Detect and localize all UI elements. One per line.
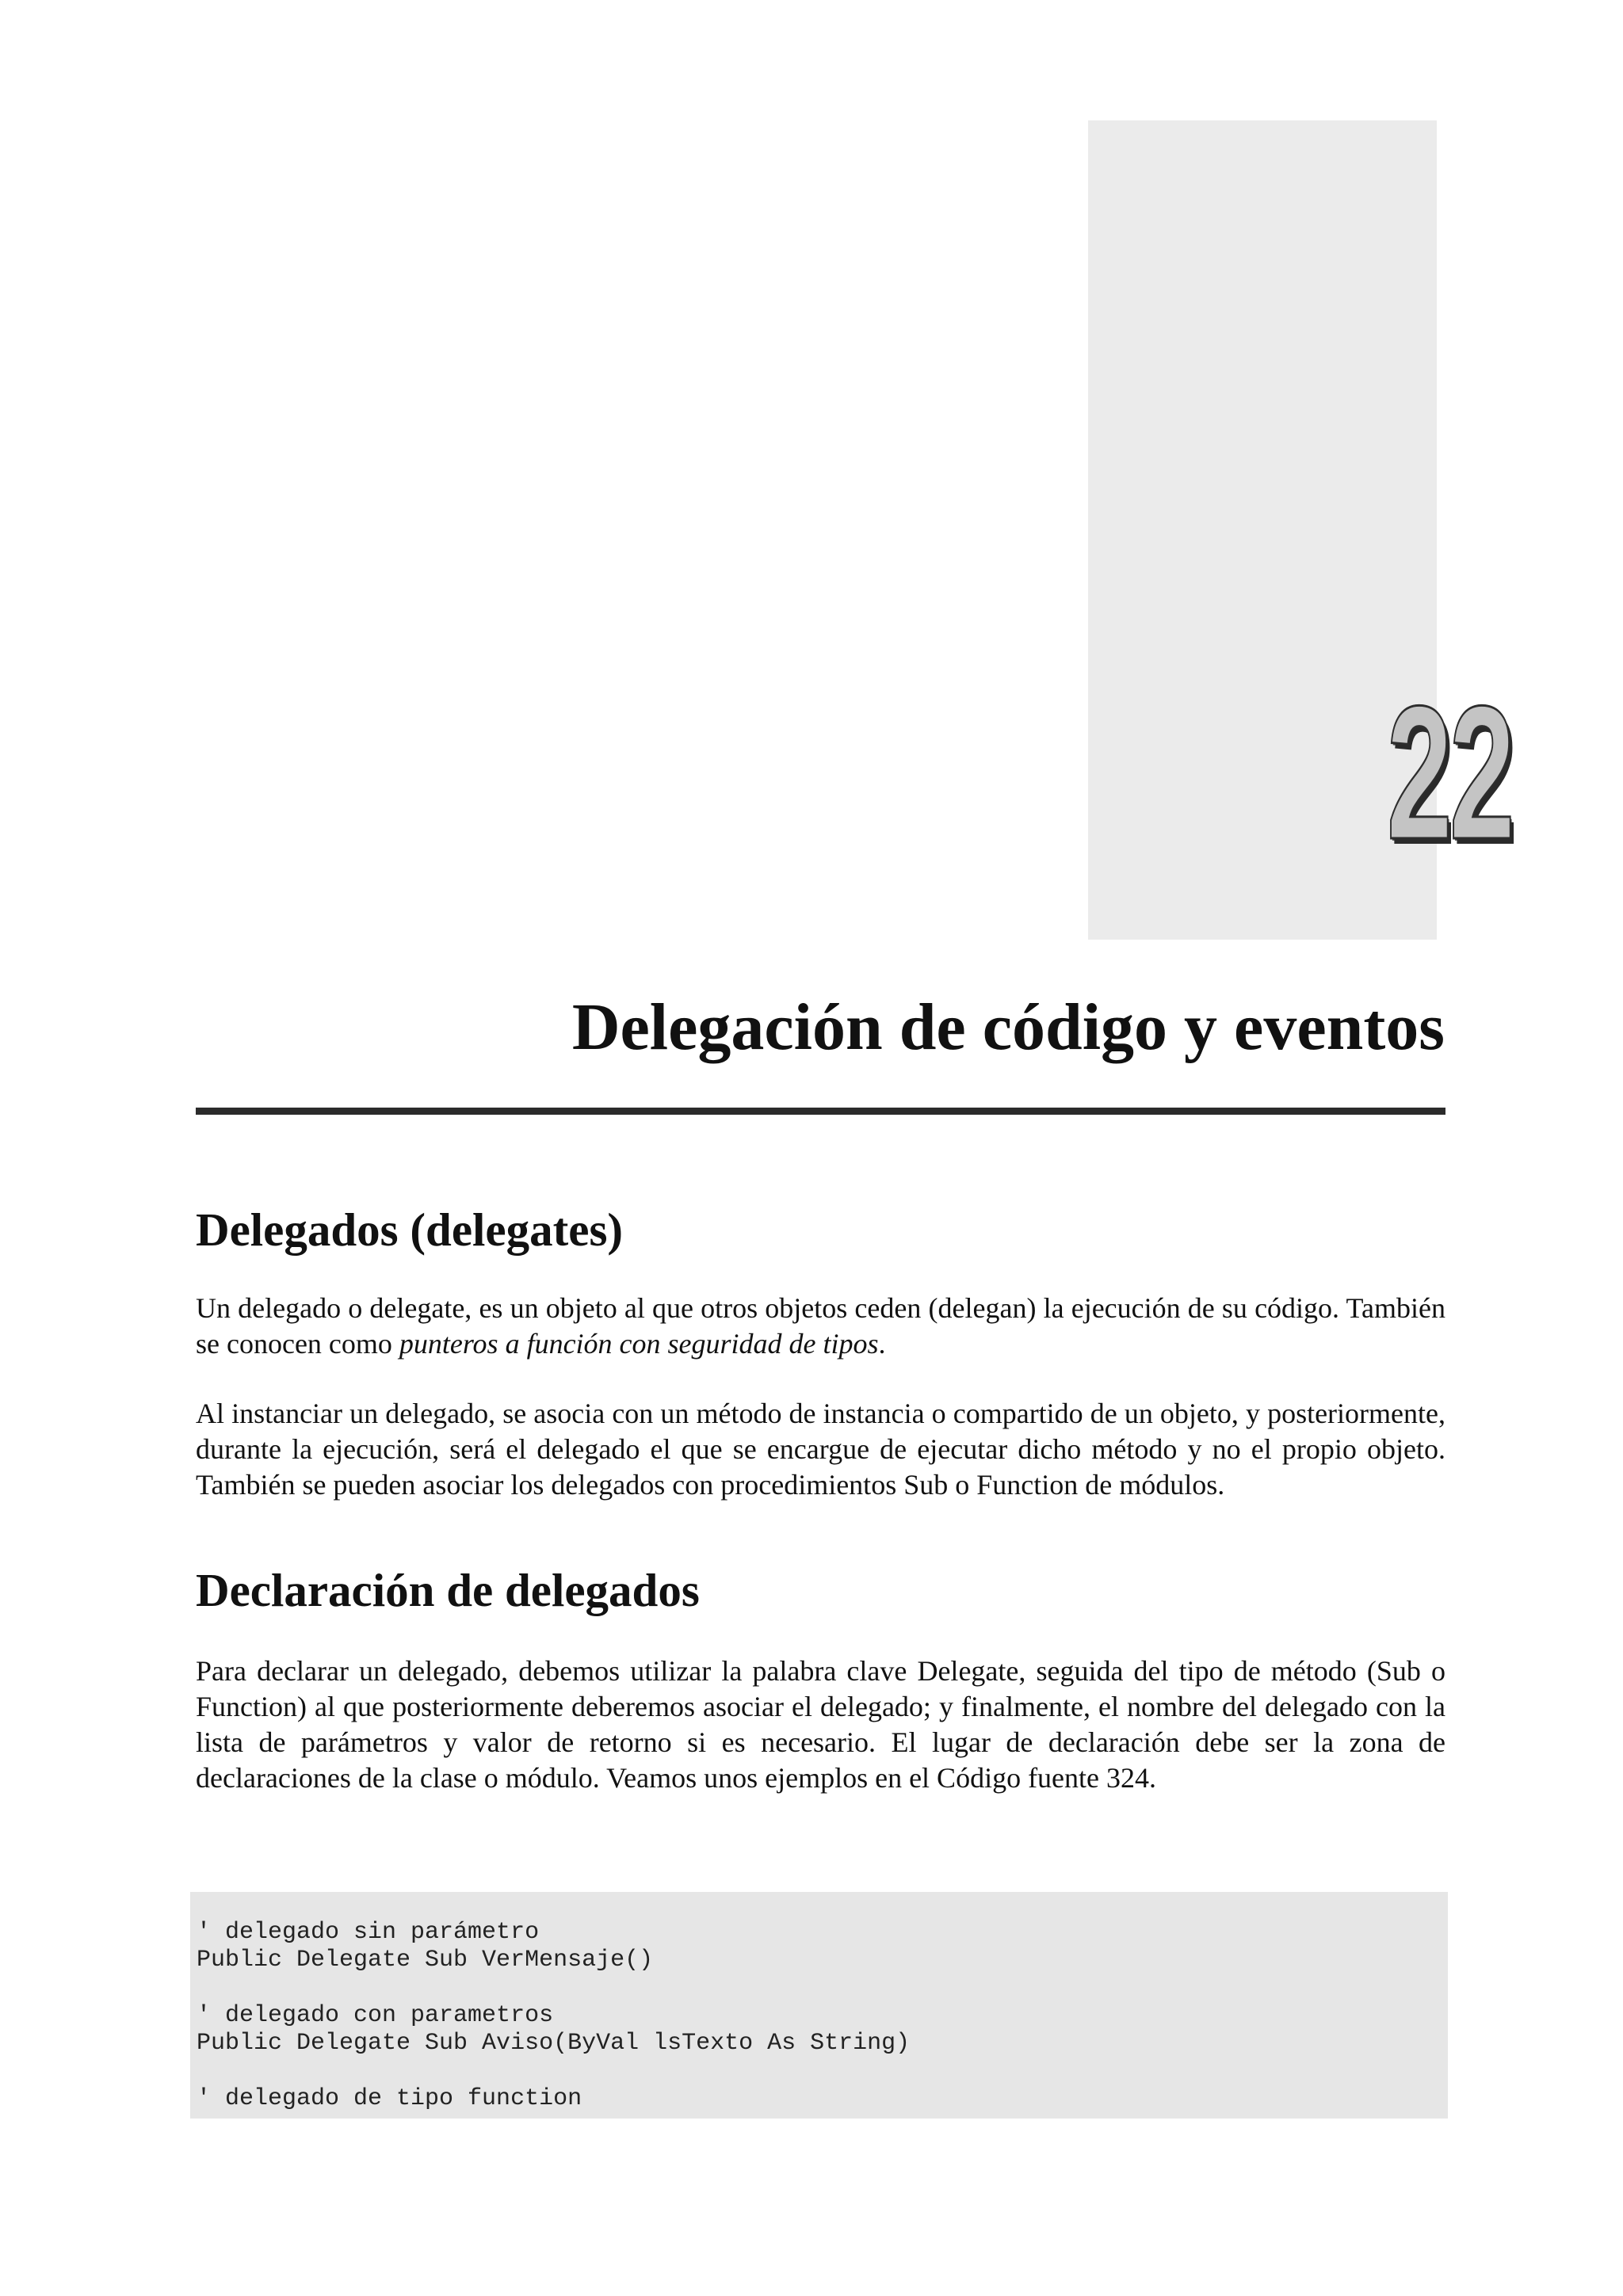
section-heading-delegates: Delegados (delegates) <box>196 1203 624 1256</box>
code-listing <box>190 1892 1448 2119</box>
title-divider <box>196 1108 1445 1115</box>
chapter-title: Delegación de código y eventos <box>571 990 1445 1064</box>
emphasis-text: punteros a función con seguridad de tipos <box>399 1327 879 1360</box>
paragraph-declaration: Para declarar un delegado, debemos utilizar la palabra clave Delegate, seguida del tipo de método (Sub o Function) al que posteriormente deberemos asociar el delegado; y finalmente, el nombre del delegado con la lista de parámetros y valor de retorno si es necesario. El lugar de declaración debe ser la zona de declaraciones de la clase o módulo. Veamos unos ejemplos en el Código fuente 324. <box>196 1654 1445 1794</box>
code-comment: ' delegado sin parámetro <box>197 1919 540 1946</box>
paragraph-delegate-instancing: Al instanciar un delegado, se asocia con un método de instancia o compartido de un objeto, y posteriormente, durante la ejecución, será el delegado el que se encargue de ejecutar dicho método y no el propio objeto. También se pueden asociar los delegados con procedimientos Sub o Function de módulos. <box>196 1397 1445 1501</box>
code-comment: ' delegado de tipo function <box>197 2085 582 2112</box>
code-line: Public Delegate Sub VerMensaje() <box>197 1947 654 1974</box>
chapter-number-panel <box>1088 120 1437 940</box>
code-blank-line <box>197 1974 910 2002</box>
code-comment: ' delegado con parametros <box>197 2002 554 2029</box>
paragraph-text: Un delegado o delegate, es un objeto al que otros objetos ceden (delegan) la ejecución de su código. También se conocen como <box>196 1291 1445 1360</box>
page-body <box>196 1204 1445 1796</box>
chapter-number: 22 <box>1386 666 1512 879</box>
section-heading-declaration: Declaración de delegados <box>196 1563 700 1616</box>
code-line: Public Delegate Sub Aviso(ByVal lsTexto As String) <box>197 2030 911 2057</box>
paragraph-delegate-definition <box>196 1291 1445 1362</box>
code-blank-line <box>197 2058 910 2085</box>
paragraph-text-end: . <box>878 1327 886 1360</box>
